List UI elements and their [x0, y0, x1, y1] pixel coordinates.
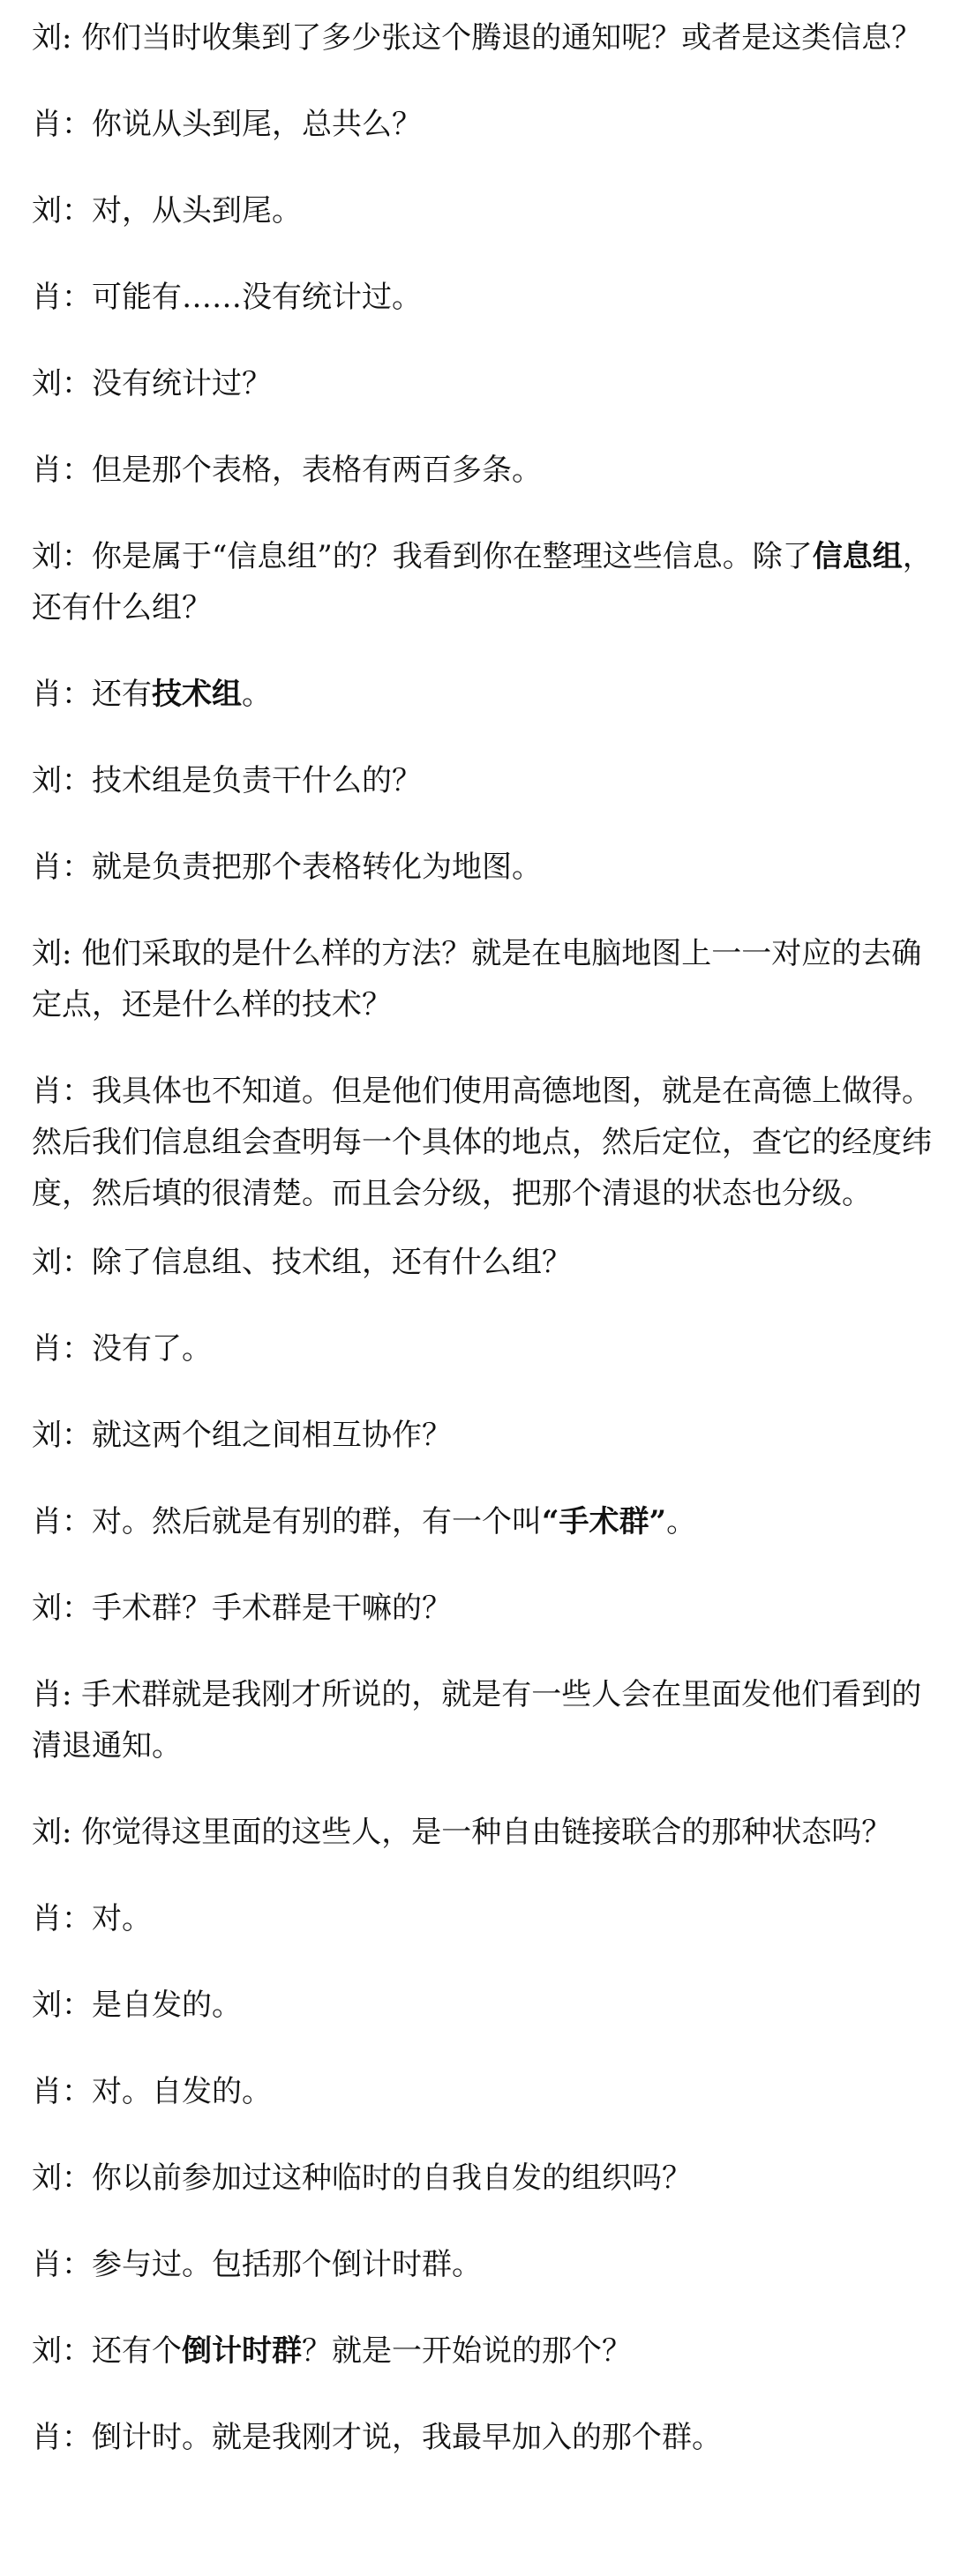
- line-text: 肖：你说从头到尾，总共么？: [32, 107, 422, 142]
- transcript-line: [32, 2153, 934, 2204]
- line-text: 刘：你以前参加过这种临时的自我自发的组织吗？: [32, 2160, 692, 2196]
- bold-term: 技术组: [152, 677, 242, 712]
- line-text: 肖：参与过。包括那个倒计时群。: [32, 2247, 482, 2282]
- line-text: 肖：我具体也不知道。但是他们使用高德地图，就是在高德上做得。然后我们信息组会查明每一个具体的地点，然后定位，查它的经度纬度，然后填的很清楚。而且会分级，把那个清退的状态也分级。: [32, 1074, 932, 1211]
- line-text: 刘：还有个: [32, 2333, 182, 2369]
- line-text: 。: [666, 1504, 697, 1539]
- transcript-line: [32, 1066, 934, 1219]
- transcript-line: [32, 1496, 934, 1547]
- transcript-line: [32, 1237, 934, 1288]
- transcript-line: [32, 1669, 934, 1771]
- line-text: ，还有什么组？: [32, 539, 933, 625]
- transcript-line: [32, 2412, 934, 2463]
- transcript-line: [32, 1893, 934, 1944]
- bold-term: 倒计时群: [182, 2333, 302, 2369]
- transcript-line: [32, 669, 934, 720]
- transcript-line: [32, 842, 934, 893]
- transcript-line: [32, 99, 934, 150]
- line-text: 肖：就是负责把那个表格转化为地图。: [32, 850, 542, 885]
- transcript-line: [32, 1980, 934, 2031]
- line-text: 刘：你是属于“信息组”的？我看到你在整理这些信息。除了: [32, 539, 813, 574]
- transcript-line: [32, 2239, 934, 2290]
- line-text: 肖：对。自发的。: [32, 2074, 272, 2109]
- line-text: 肖：对。然后就是有别的群，有一个叫: [32, 1504, 542, 1539]
- transcript-line: [32, 1410, 934, 1461]
- line-text: 刘：就这两个组之间相互协作？: [32, 1418, 452, 1453]
- transcript-line: [32, 185, 934, 236]
- transcript-line: [32, 445, 934, 496]
- line-text: 肖：可能有……没有统计过。: [32, 280, 422, 315]
- bold-term: 信息组: [812, 539, 903, 574]
- line-text: 刘：除了信息组、技术组，还有什么组？: [32, 1245, 572, 1280]
- line-text: 刘：对，从头到尾。: [32, 193, 302, 228]
- line-text: 肖：没有了。: [32, 1331, 212, 1367]
- line-text: 。: [242, 677, 272, 712]
- line-text: 刘: 你们当时收集到了多少张这个腾退的通知呢？或者是这类信息？: [32, 20, 922, 56]
- transcript-line: [32, 12, 934, 64]
- line-text: 肖：还有: [32, 677, 152, 712]
- transcript-line: [32, 531, 934, 633]
- line-text: 刘：没有统计过？: [32, 366, 272, 401]
- line-text: 刘：是自发的。: [32, 1988, 242, 2023]
- line-text: 刘：技术组是负责干什么的？: [32, 763, 422, 798]
- transcript-line: [32, 928, 934, 1030]
- line-text: 肖：倒计时。就是我刚才说，我最早加入的那个群。: [32, 2420, 722, 2455]
- line-text: 肖：但是那个表格，表格有两百多条。: [32, 453, 542, 488]
- line-text: 刘: 他们采取的是什么样的方法？就是在电脑地图上一一对应的去确定点，还是什么样的技术？: [32, 936, 922, 1022]
- transcript-line: [32, 2066, 934, 2117]
- line-text: 刘：手术群？手术群是干嘛的？: [32, 1591, 452, 1626]
- line-text: ？就是一开始说的那个？: [302, 2333, 632, 2369]
- transcript-line: [32, 2325, 934, 2377]
- transcript-line: [32, 272, 934, 323]
- transcript-line: [32, 755, 934, 806]
- transcript-line: [32, 1807, 934, 1858]
- transcript-line: [32, 1583, 934, 1634]
- transcript-line: [32, 358, 934, 409]
- transcript-line: [32, 1323, 934, 1374]
- line-text: 刘: 你觉得这里面的这些人，是一种自由链接联合的那种状态吗？: [32, 1815, 892, 1850]
- line-text: 肖：对。: [32, 1901, 152, 1936]
- line-text: 肖: 手术群就是我刚才所说的，就是有一些人会在里面发他们看到的清退通知。: [32, 1677, 922, 1764]
- bold-term: “手术群”: [542, 1504, 667, 1539]
